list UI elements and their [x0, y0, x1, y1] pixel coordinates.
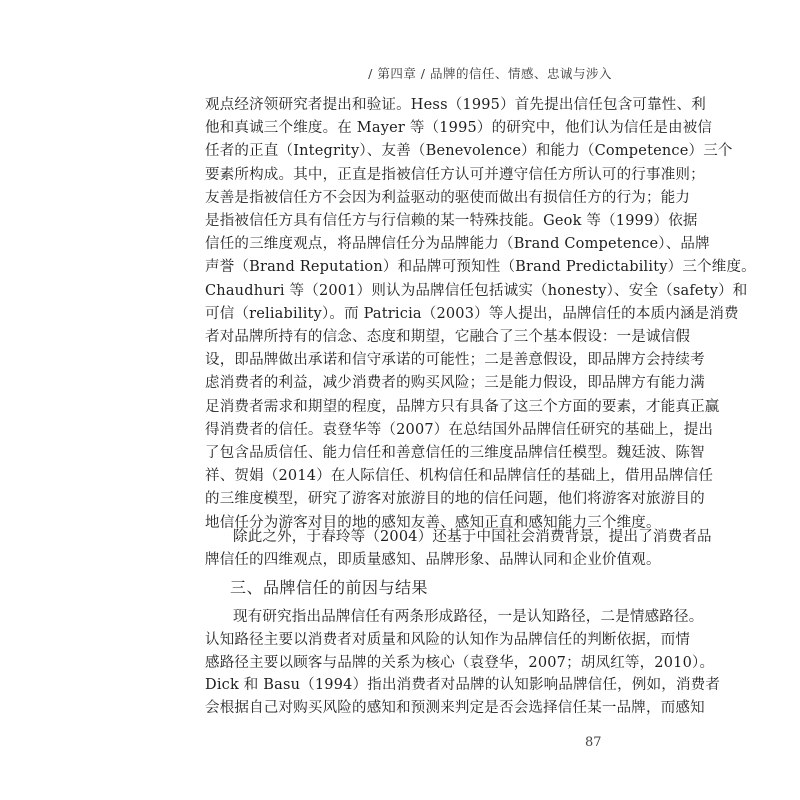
text-line: 声誉（Brand Reputation）和品牌可预知性（Brand Predictability）三个维度。: [205, 259, 756, 276]
text-line: 得消费者的信任。袁登华等（2007）在总结国外品牌信任研究的基础上，提出: [205, 421, 714, 438]
text-line: 任者的正直（Integrity）、友善（Benevolence）和能力（Competence）三个: [205, 143, 733, 160]
text-line: 足消费者需求和期望的程度，品牌方只有具备了这三个方面的要素，才能真正赢: [205, 398, 720, 415]
text-line: Chaudhuri 等（2001）则认为品牌信任包括诚实（honesty）、安全（safety）和: [205, 282, 748, 299]
text-line: 可信（reliability）。而 Patricia（2003）等人提出，品牌信任的本质内涵是消费: [205, 305, 739, 322]
text-line: 牌信任的四维观点，即质量感知、品牌形象、品牌认同和企业价值观。: [205, 552, 661, 568]
text-line: 祥、贺娟（2014）在人际信任、机构信任和品牌信任的基础上，借用品牌信任: [205, 468, 714, 485]
text-line: 信任的三维度观点，将品牌信任分为品牌能力（Brand Competence）、品牌: [205, 236, 710, 253]
text-line: 会根据自己对购买风险的感知和预测来判定是否会选择信任某一品牌，而感知: [205, 700, 705, 717]
text-line: 认知路径主要以消费者对质量和风险的认知作为品牌信任的判断依据，而情: [205, 631, 691, 648]
text-line: 是指被信任方具有信任方与行信赖的某一特殊技能。Geok 等（1999）依据: [205, 213, 698, 229]
text-line: 除此之外，于春玲等（2004）还基于中国社会消费背景，提出了消费者品: [233, 529, 712, 545]
page-number: 87: [585, 735, 602, 750]
text-line: 友善是指被信任方不会因为利益驱动的驱使而做出有损信任方的行为；能力: [205, 189, 691, 206]
text-line: 要素所构成。其中，正直是指被信任方认可并遵守信任方所认可的行事准则；: [205, 166, 705, 183]
text-line: 感路径主要以顾客与品牌的关系为核心（袁登华，2007；胡凤红等，2010）。: [205, 654, 715, 671]
text-line: 地信任分为游客对目的地的感知友善、感知正直和感知能力三个维度。: [205, 514, 661, 531]
section-heading: 三、品牌信任的前因与结果: [230, 578, 429, 597]
text-line: 了包含品质信任、能力信任和善意信任的三维度品牌信任模型。魏廷波、陈智: [205, 445, 705, 461]
text-line: 观点经济领研究者提出和验证。Hess（1995）首先提出信任包含可靠性、利: [205, 97, 706, 113]
text-line: 他和真诚三个维度。在 Mayer 等（1995）的研究中，他们认为信任是由被信: [205, 120, 713, 137]
text-line: 设，即品牌做出承诺和信守承诺的可能性；二是善意假设，即品牌方会持续考: [205, 352, 705, 369]
text-line: 现有研究指出品牌信任有两条形成路径，一是认知路径，二是情感路径。: [233, 609, 704, 625]
text-line: Dick 和 Basu（1994）指出消费者对品牌的认知影响品牌信任，例如，消费者: [205, 677, 721, 694]
text-line: 虑消费者的利益，减少消费者的购买风险；三是能力假设，即品牌方有能力满: [205, 375, 705, 392]
text-line: 者对品牌所持有的信念、态度和期望，它融合了三个基本假设：一是诚信假: [205, 329, 691, 345]
text-line: 的三维度模型，研究了游客对旅游目的地的信任问题，他们将游客对旅游目的: [205, 491, 705, 508]
running-header: / 第四章 / 品牌的信任、情感、忠诚与涉入: [368, 66, 612, 81]
